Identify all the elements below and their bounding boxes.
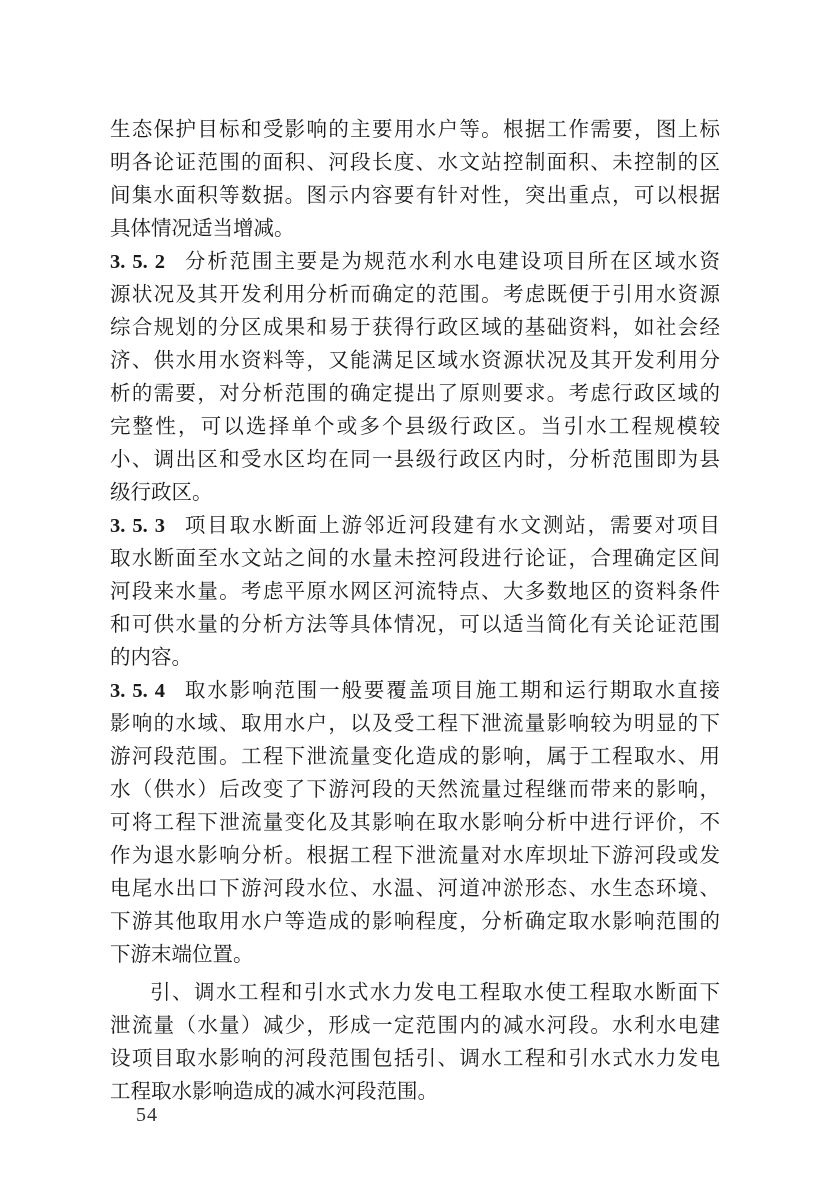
text-line: 作为退水影响分析。根据工程下泄流量对水库坝址下游河段或发 <box>110 843 720 867</box>
text-line: 的内容。 <box>110 645 192 669</box>
text-line: 完整性，可以选择单个或多个县级行政区。当引水工程规模较 <box>110 414 720 438</box>
text-line: 取水断面至水文站之间的水量未控河段进行论证，合理确定区间 <box>110 546 720 570</box>
text-line: 和可供水量的分析方法等具体情况，可以适当简化有关论证范围 <box>110 612 720 636</box>
text-line: 设项目取水影响的河段范围包括引、调水工程和引水式水力发电 <box>110 1046 720 1070</box>
section-3-5-2-first-line <box>110 245 720 277</box>
text-line: 可将工程下泄流量变化及其影响在取水影响分析中进行评价，不 <box>110 810 720 834</box>
page-number: 54 <box>136 1104 158 1126</box>
text-line: 源状况及其开发利用分析而确定的范围。考虑既便于引用水资源 <box>110 282 720 306</box>
text-line: 济、供水用水资料等，又能满足区域水资源状况及其开发利用分 <box>110 348 720 372</box>
text-line: 电尾水出口下游河段水位、水温、河道冲淤形态、水生态环境、 <box>110 876 720 900</box>
text-line: 影响的水域、取用水户，以及受工程下泄流量影响较为明显的下 <box>110 711 720 735</box>
text-line: 下游末端位置。 <box>110 942 254 966</box>
text-line: 级行政区。 <box>110 480 213 504</box>
section-3-5-3-first-line <box>110 509 720 541</box>
text-line: 河段来水量。考虑平原水网区河流特点、大多数地区的资料条件 <box>110 579 720 603</box>
text-line: 间集水面积等数据。图示内容要有针对性，突出重点，可以根据 <box>110 183 720 207</box>
text-line: 具体情况适当增减。 <box>110 216 295 240</box>
text-line: 工程取水影响造成的减水河段范围。 <box>110 1079 438 1103</box>
text-line: 水（供水）后改变了下游河段的天然流量过程继而带来的影响， <box>110 777 720 801</box>
text-line: 项目取水断面上游邻近河段建有水文测站，需要对项目 <box>183 513 720 537</box>
section-number: 3. 5. 4 <box>110 680 165 702</box>
text-line: 小、调出区和受水区均在同一县级行政区内时，分析范围即为县 <box>110 447 720 471</box>
text-line: 泄流量（水量）减少，形成一定范围内的减水河段。水利水电建 <box>110 1013 720 1037</box>
section-number: 3. 5. 3 <box>110 515 165 537</box>
text-line: 下游其他取用水户等造成的影响程度，分析确定取水影响范围的 <box>110 909 720 933</box>
text-line: 分析范围主要是为规范水利水电建设项目所在区域水资 <box>183 249 720 273</box>
section-3-5-4-first-line <box>110 674 720 706</box>
section-number: 3. 5. 2 <box>110 251 165 273</box>
text-line: 综合规划的分区成果和易于获得行政区域的基础资料，如社会经 <box>110 315 720 339</box>
text-line: 游河段范围。工程下泄流量变化造成的影响，属于工程取水、用 <box>110 744 720 768</box>
text-line: 析的需要，对分析范围的确定提出了原则要求。考虑行政区域的 <box>110 381 720 405</box>
text-line: 明各论证范围的面积、河段长度、水文站控制面积、未控制的区 <box>110 150 720 174</box>
text-line: 引、调水工程和引水式水力发电工程取水使工程取水断面下 <box>150 980 720 1004</box>
text-line: 取水影响范围一般要覆盖项目施工期和运行期取水直接 <box>183 678 720 702</box>
text-line: 生态保护目标和受影响的主要用水户等。根据工作需要，图上标 <box>110 117 720 141</box>
